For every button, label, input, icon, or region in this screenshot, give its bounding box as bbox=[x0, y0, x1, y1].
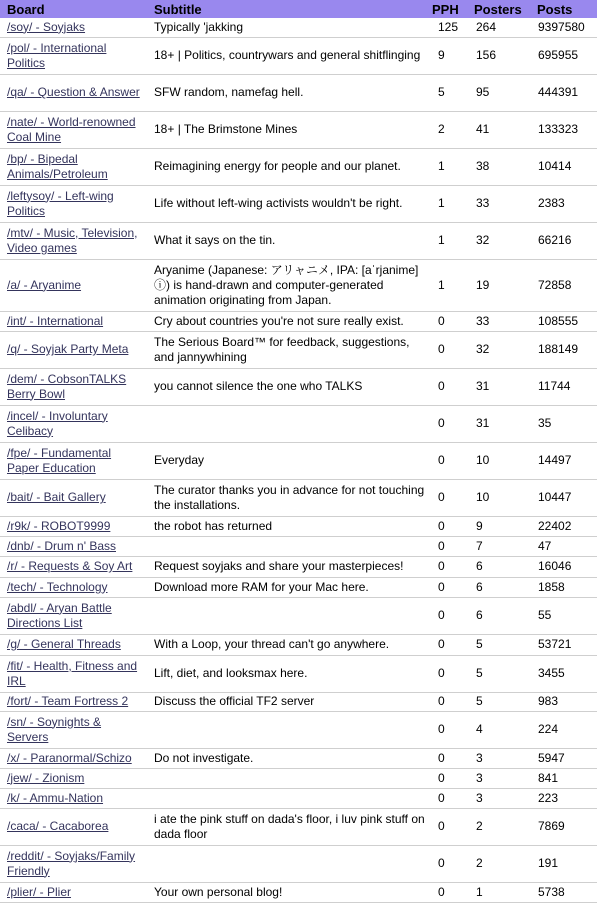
pph-cell: 0 bbox=[429, 536, 467, 556]
posters-cell: 7 bbox=[467, 536, 530, 556]
column-header-subtitle[interactable]: Subtitle bbox=[147, 0, 429, 18]
board-cell bbox=[0, 882, 147, 902]
posts-cell: 188149 bbox=[530, 331, 597, 368]
table-row bbox=[0, 634, 597, 655]
table-row bbox=[0, 311, 597, 331]
board-link[interactable]: /r/ - Requests & Soy Art bbox=[7, 559, 133, 573]
board-cell bbox=[0, 185, 147, 222]
posts-cell: 108555 bbox=[530, 311, 597, 331]
board-cell bbox=[0, 536, 147, 556]
board-cell bbox=[0, 788, 147, 808]
subtitle-cell bbox=[147, 845, 429, 882]
board-cell bbox=[0, 259, 147, 311]
board-cell bbox=[0, 37, 147, 74]
subtitle-cell: With a Loop, your thread can't go anywhere. bbox=[147, 634, 429, 655]
table-row bbox=[0, 788, 597, 808]
board-link[interactable]: /soy/ - Soyjaks bbox=[7, 19, 86, 34]
table-row bbox=[0, 516, 597, 536]
pph-cell: 125 bbox=[429, 18, 467, 37]
posters-cell: 2 bbox=[467, 808, 530, 845]
posters-cell: 38 bbox=[467, 148, 530, 185]
board-link[interactable]: /sn/ - Soynights & Servers bbox=[7, 714, 102, 744]
table-row bbox=[0, 692, 597, 711]
subtitle-cell bbox=[147, 768, 429, 788]
posters-cell: 156 bbox=[467, 37, 530, 74]
board-cell bbox=[0, 18, 147, 37]
posters-cell: 31 bbox=[467, 368, 530, 405]
subtitle-cell: the robot has returned bbox=[147, 516, 429, 536]
posters-cell: 10 bbox=[467, 479, 530, 516]
pph-cell: 0 bbox=[429, 311, 467, 331]
board-link[interactable]: /k/ - Ammu-Nation bbox=[7, 790, 104, 805]
board-link[interactable]: /dnb/ - Drum n' Bass bbox=[7, 538, 116, 553]
posters-cell: 6 bbox=[467, 577, 530, 597]
board-link[interactable]: /incel/ - Involuntary Celibacy bbox=[7, 408, 108, 438]
table-row bbox=[0, 808, 597, 845]
column-header-pph[interactable]: PPH bbox=[429, 0, 467, 18]
table-row bbox=[0, 331, 597, 368]
pph-cell: 1 bbox=[429, 259, 467, 311]
pph-cell: 2 bbox=[429, 111, 467, 148]
subtitle-cell: 18+ | The Brimstone Mines bbox=[147, 111, 429, 148]
table-row bbox=[0, 74, 597, 111]
board-link[interactable]: /fort/ - Team Fortress 2 bbox=[7, 694, 129, 708]
posters-cell: 264 bbox=[467, 18, 530, 37]
pph-cell: 0 bbox=[429, 442, 467, 479]
subtitle-cell bbox=[147, 597, 429, 634]
column-header-posters[interactable]: Posters bbox=[467, 0, 530, 18]
board-cell bbox=[0, 111, 147, 148]
pph-cell: 0 bbox=[429, 405, 467, 442]
subtitle-cell: Cry about countries you're not sure really exist. bbox=[147, 311, 429, 331]
pph-cell: 0 bbox=[429, 788, 467, 808]
board-link[interactable]: /nate/ - World-renowned Coal Mine bbox=[7, 114, 136, 144]
posters-cell: 32 bbox=[467, 331, 530, 368]
posters-cell: 10 bbox=[467, 442, 530, 479]
pph-cell: 0 bbox=[429, 516, 467, 536]
board-link[interactable]: /bait/ - Bait Gallery bbox=[7, 490, 106, 504]
posters-cell: 5 bbox=[467, 692, 530, 711]
board-link[interactable]: /plier/ - Plier bbox=[7, 884, 72, 899]
table-row bbox=[0, 479, 597, 516]
posters-cell: 9 bbox=[467, 516, 530, 536]
board-cell bbox=[0, 556, 147, 577]
board-cell bbox=[0, 577, 147, 597]
posters-cell: 33 bbox=[467, 311, 530, 331]
board-cell bbox=[0, 597, 147, 634]
posts-cell: 841 bbox=[530, 768, 597, 788]
pph-cell: 0 bbox=[429, 845, 467, 882]
board-cell bbox=[0, 516, 147, 536]
posts-cell: 444391 bbox=[530, 74, 597, 111]
posters-cell: 2 bbox=[467, 845, 530, 882]
board-cell bbox=[0, 74, 147, 111]
table-row bbox=[0, 845, 597, 882]
posts-cell: 22402 bbox=[530, 516, 597, 536]
posters-cell: 31 bbox=[467, 405, 530, 442]
subtitle-cell: Typically 'jakking bbox=[147, 18, 429, 37]
board-link[interactable]: /r9k/ - ROBOT9999 bbox=[7, 518, 111, 533]
posts-cell: 7869 bbox=[530, 808, 597, 845]
pph-cell: 0 bbox=[429, 368, 467, 405]
posts-cell: 9397580 bbox=[530, 18, 597, 37]
pph-cell: 0 bbox=[429, 692, 467, 711]
pph-cell: 1 bbox=[429, 185, 467, 222]
table-row bbox=[0, 597, 597, 634]
table-row bbox=[0, 37, 597, 74]
table-row bbox=[0, 368, 597, 405]
posts-cell: 72858 bbox=[530, 259, 597, 311]
pph-cell: 1 bbox=[429, 222, 467, 259]
board-cell bbox=[0, 311, 147, 331]
subtitle-cell: What it says on the tin. bbox=[147, 222, 429, 259]
table-row bbox=[0, 748, 597, 768]
posts-cell: 55 bbox=[530, 597, 597, 634]
table-row bbox=[0, 405, 597, 442]
pph-cell: 0 bbox=[429, 577, 467, 597]
board-link[interactable]: /qa/ - Question & Answer bbox=[7, 85, 140, 99]
posters-cell: 41 bbox=[467, 111, 530, 148]
pph-cell: 0 bbox=[429, 655, 467, 692]
pph-cell: 0 bbox=[429, 556, 467, 577]
board-cell bbox=[0, 748, 147, 768]
board-link[interactable]: /fit/ - Health, Fitness and IRL bbox=[7, 658, 138, 688]
pph-cell: 5 bbox=[429, 74, 467, 111]
pph-cell: 0 bbox=[429, 882, 467, 902]
subtitle-cell: The curator thanks you in advance for not touching the installations. bbox=[147, 479, 429, 516]
subtitle-cell: SFW random, namefag hell. bbox=[147, 74, 429, 111]
board-cell bbox=[0, 148, 147, 185]
board-cell bbox=[0, 692, 147, 711]
table-row bbox=[0, 536, 597, 556]
board-link[interactable]: /leftysoy/ - Left-wing Politics bbox=[7, 188, 114, 218]
posts-cell: 2383 bbox=[530, 185, 597, 222]
table-row bbox=[0, 148, 597, 185]
posts-cell: 66216 bbox=[530, 222, 597, 259]
board-cell bbox=[0, 222, 147, 259]
posts-cell: 983 bbox=[530, 692, 597, 711]
posters-cell: 6 bbox=[467, 597, 530, 634]
subtitle-cell: Do not investigate. bbox=[147, 748, 429, 768]
posters-cell: 5 bbox=[467, 634, 530, 655]
board-link[interactable]: /x/ - Paranormal/Schizo bbox=[7, 750, 132, 765]
board-cell bbox=[0, 368, 147, 405]
board-cell bbox=[0, 768, 147, 788]
posters-cell: 4 bbox=[467, 711, 530, 748]
pph-cell: 0 bbox=[429, 331, 467, 368]
board-link[interactable]: /g/ - General Threads bbox=[7, 637, 121, 651]
board-cell bbox=[0, 331, 147, 368]
table-row bbox=[0, 882, 597, 902]
subtitle-cell: you cannot silence the one who TALKS bbox=[147, 368, 429, 405]
column-header-posts[interactable]: Posts bbox=[530, 0, 597, 18]
subtitle-cell bbox=[147, 405, 429, 442]
board-link[interactable]: /tech/ - Technology bbox=[7, 579, 108, 594]
pph-cell: 0 bbox=[429, 479, 467, 516]
posters-cell: 5 bbox=[467, 655, 530, 692]
board-cell bbox=[0, 442, 147, 479]
posters-cell: 3 bbox=[467, 788, 530, 808]
subtitle-cell: Request soyjaks and share your masterpieces! bbox=[147, 556, 429, 577]
pph-cell: 0 bbox=[429, 808, 467, 845]
subtitle-cell bbox=[147, 788, 429, 808]
posts-cell: 11744 bbox=[530, 368, 597, 405]
board-link[interactable]: /int/ - International bbox=[7, 313, 104, 328]
table-row bbox=[0, 18, 597, 37]
pph-cell: 9 bbox=[429, 37, 467, 74]
posters-cell: 6 bbox=[467, 556, 530, 577]
table-row bbox=[0, 768, 597, 788]
posts-cell: 10447 bbox=[530, 479, 597, 516]
posts-cell: 10414 bbox=[530, 148, 597, 185]
board-link[interactable]: /fpe/ - Fundamental Paper Education bbox=[7, 445, 112, 475]
header-row bbox=[0, 0, 597, 18]
board-link[interactable]: /q/ - Soyjak Party Meta bbox=[7, 342, 129, 356]
board-link[interactable]: /reddit/ - Soyjaks/Family Friendly bbox=[7, 848, 136, 878]
table-row bbox=[0, 111, 597, 148]
pph-cell: 1 bbox=[429, 148, 467, 185]
table-row bbox=[0, 577, 597, 597]
posters-cell: 32 bbox=[467, 222, 530, 259]
posts-cell: 16046 bbox=[530, 556, 597, 577]
board-link[interactable]: /mtv/ - Music, Television, Video games bbox=[7, 225, 138, 255]
subtitle-cell: Your own personal blog! bbox=[147, 882, 429, 902]
subtitle-cell: Aryanime (Japanese: アリャニメ, IPA: [aˈrjanime] ⓘ) is hand-drawn and computer-generated animation originating from Japan. bbox=[147, 259, 429, 311]
subtitle-cell: i ate the pink stuff on dada's floor, i luv pink stuff on dada floor bbox=[147, 808, 429, 845]
posters-cell: 33 bbox=[467, 185, 530, 222]
subtitle-cell: Reimagining energy for people and our planet. bbox=[147, 148, 429, 185]
board-link[interactable]: /a/ - Aryanime bbox=[7, 277, 82, 292]
table-row bbox=[0, 442, 597, 479]
posters-cell: 19 bbox=[467, 259, 530, 311]
subtitle-cell: The Serious Board™ for feedback, suggestions, and jannywhining bbox=[147, 331, 429, 368]
board-cell bbox=[0, 655, 147, 692]
pph-cell: 0 bbox=[429, 634, 467, 655]
board-cell bbox=[0, 634, 147, 655]
posters-cell: 3 bbox=[467, 748, 530, 768]
table-row bbox=[0, 655, 597, 692]
board-link[interactable]: /caca/ - Cacaborea bbox=[7, 819, 109, 833]
pph-cell: 0 bbox=[429, 597, 467, 634]
subtitle-cell: Life without left-wing activists wouldn't be right. bbox=[147, 185, 429, 222]
posts-cell: 53721 bbox=[530, 634, 597, 655]
subtitle-cell: 18+ | Politics, countrywars and general shitflinging bbox=[147, 37, 429, 74]
board-cell bbox=[0, 479, 147, 516]
board-cell bbox=[0, 808, 147, 845]
subtitle-cell: Lift, diet, and looksmax here. bbox=[147, 655, 429, 692]
board-link[interactable]: /jew/ - Zionism bbox=[7, 770, 85, 785]
board-cell bbox=[0, 405, 147, 442]
posts-cell: 133323 bbox=[530, 111, 597, 148]
posters-cell: 3 bbox=[467, 768, 530, 788]
posts-cell: 35 bbox=[530, 405, 597, 442]
subtitle-cell bbox=[147, 536, 429, 556]
posters-cell: 95 bbox=[467, 74, 530, 111]
board-link[interactable]: /bp/ - Bipedal Animals/Petroleum bbox=[7, 151, 108, 181]
subtitle-cell bbox=[147, 711, 429, 748]
posts-cell: 223 bbox=[530, 788, 597, 808]
posts-cell: 14497 bbox=[530, 442, 597, 479]
subtitle-cell: Everyday bbox=[147, 442, 429, 479]
column-header-board[interactable]: Board bbox=[0, 0, 147, 18]
posters-cell: 1 bbox=[467, 882, 530, 902]
board-cell bbox=[0, 711, 147, 748]
posts-cell: 224 bbox=[530, 711, 597, 748]
board-link[interactable]: /dem/ - CobsonTALKS Berry Bowl bbox=[7, 371, 127, 401]
posts-cell: 3455 bbox=[530, 655, 597, 692]
posts-cell: 5947 bbox=[530, 748, 597, 768]
table-row bbox=[0, 185, 597, 222]
table-row bbox=[0, 259, 597, 311]
table-row bbox=[0, 556, 597, 577]
posts-cell: 695955 bbox=[530, 37, 597, 74]
table-row bbox=[0, 711, 597, 748]
posts-cell: 47 bbox=[530, 536, 597, 556]
subtitle-cell: Discuss the official TF2 server bbox=[147, 692, 429, 711]
table-row bbox=[0, 222, 597, 259]
board-link[interactable]: /pol/ - International Politics bbox=[7, 40, 107, 70]
posts-cell: 191 bbox=[530, 845, 597, 882]
posts-cell: 1858 bbox=[530, 577, 597, 597]
board-link[interactable]: /abdl/ - Aryan Battle Directions List bbox=[7, 600, 112, 630]
pph-cell: 0 bbox=[429, 748, 467, 768]
subtitle-cell: Download more RAM for your Mac here. bbox=[147, 577, 429, 597]
board-cell bbox=[0, 845, 147, 882]
pph-cell: 0 bbox=[429, 711, 467, 748]
posts-cell: 5738 bbox=[530, 882, 597, 902]
pph-cell: 0 bbox=[429, 768, 467, 788]
